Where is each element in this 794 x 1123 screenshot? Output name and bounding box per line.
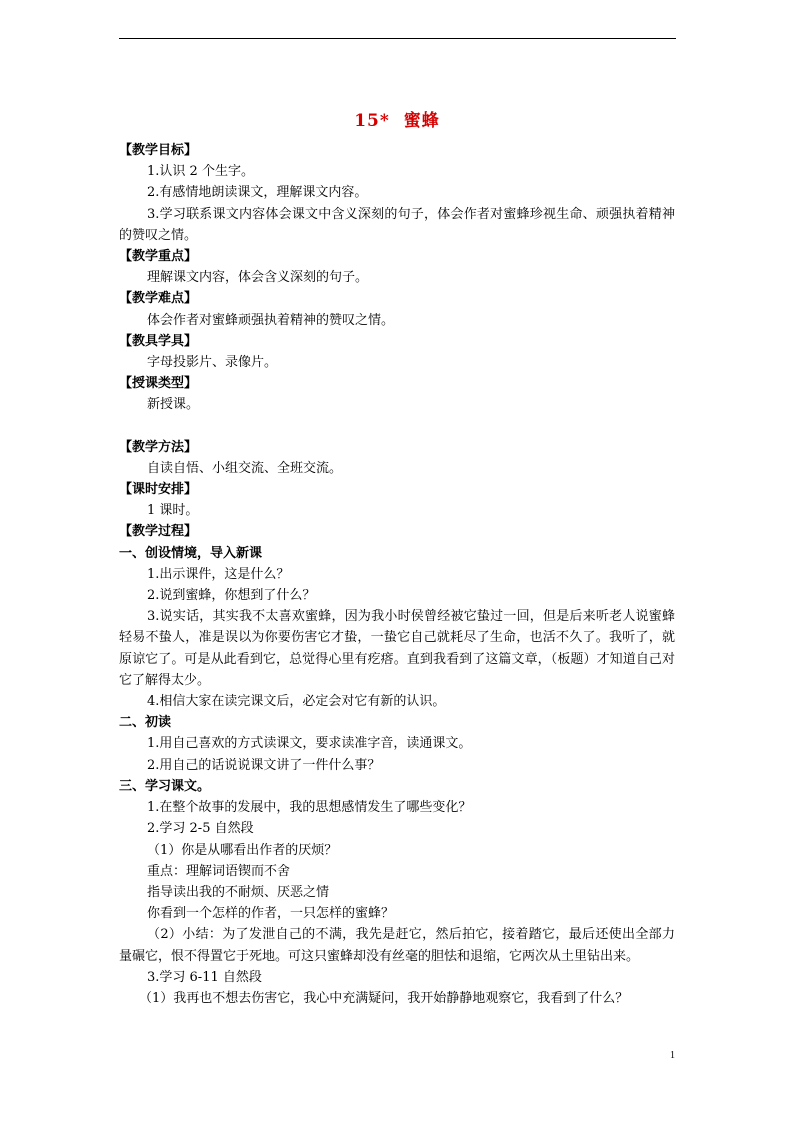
- paragraph: 你看到一个怎样的作者，一只怎样的蜜蜂？: [147, 906, 395, 922]
- section-heading: 【教学方法】: [119, 439, 198, 455]
- section-heading: 三、学习课文。: [119, 778, 211, 794]
- paragraph: 2.有感情地朗读课文，理解课文内容。: [147, 185, 368, 201]
- paragraph: 1 课时。: [147, 503, 199, 519]
- paragraph: 4.相信大家在读完课文后，必定会对它有新的认识。: [147, 694, 446, 710]
- paragraph: 字母投影片、录像片。: [147, 355, 278, 371]
- paragraph: 2.学习 2-5 自然段: [147, 821, 254, 837]
- paragraph: 理解课文内容，体会含义深刻的句子。: [147, 270, 369, 286]
- section-heading: 二、初读: [119, 715, 172, 731]
- section-heading: 【教学目标】: [119, 143, 198, 158]
- paragraph: （2）小结：为了发泄自己的不满，我先是赶它，然后拍它，接着踏它，最后还使出全部力量碾它，恨不得置它于死地。可这只蜜蜂却没有丝毫的胆怯和退缩，它两次从土里钻出来。: [119, 927, 675, 964]
- paragraph: 体会作者对蜜蜂顽强执着精神的赞叹之情。: [147, 312, 395, 328]
- paragraph: 2.用自己的话说说课文讲了一件什么事？: [147, 757, 381, 773]
- section-heading: 【课时安排】: [119, 482, 198, 498]
- paragraph: 重点：理解词语锲而不舍: [147, 863, 291, 879]
- header-rule: [119, 38, 676, 39]
- paragraph: （1）我再也不想去伤害它，我心中充满疑问，我开始静静地观察它，我看到了什么？: [139, 990, 629, 1006]
- blank-line: [119, 416, 675, 437]
- section-heading: 【教学重点】: [119, 249, 198, 265]
- section-heading: 【教具学具】: [119, 333, 198, 349]
- paragraph: 3.学习 6-11 自然段: [147, 969, 262, 985]
- page-number: 1: [670, 1050, 675, 1061]
- paragraph: 1.在整个故事的发展中，我的思想感情发生了哪些变化？: [147, 800, 472, 816]
- paragraph: 1.用自己喜欢的方式读课文，要求读准字音，读通课文。: [147, 736, 472, 752]
- section-heading: 一、创设情境，导入新课: [119, 545, 263, 561]
- lesson-number: 15*: [354, 111, 390, 131]
- paragraph: 3.说实话，其实我不太喜欢蜜蜂，因为我小时侯曾经被它蛰过一回，但是后来听老人说蜜蜂轻易不蛰人，准是误以为你要伤害它才蛰，一蛰它自己就耗尽了生命，也活不久了。我听了，就原谅它了。可是从此看到它，总觉得心里有疙瘩。直到我看到了这篇文章，（板题）才知道自己对它了解得太少。: [119, 609, 675, 688]
- paragraph: 指导读出我的不耐烦、厌恶之情: [147, 884, 330, 900]
- paragraph: 1.认识 2 个生字。: [147, 164, 254, 180]
- page-title: [0, 106, 794, 131]
- paragraph: 自读自悟、小组交流、全班交流。: [147, 460, 343, 476]
- section-heading: 【授课类型】: [119, 376, 198, 392]
- document-body: [119, 140, 675, 1009]
- paragraph: 2.说到蜜蜂，你想到了什么？: [147, 588, 316, 604]
- section-heading: 【教学过程】: [119, 524, 198, 540]
- paragraph: 新授课。: [147, 397, 200, 413]
- section-heading: 【教学难点】: [119, 291, 198, 307]
- lesson-title: 蜜蜂: [403, 111, 440, 131]
- paragraph: （1）你是从哪看出作者的厌烦？: [147, 842, 338, 858]
- paragraph: 1.出示课件，这是什么？: [147, 566, 290, 582]
- paragraph: 3.学习联系课文内容体会课文中含义深刻的句子，体会作者对蜜蜂珍视生命、顽强执着精神的赞叹之情。: [119, 206, 675, 243]
